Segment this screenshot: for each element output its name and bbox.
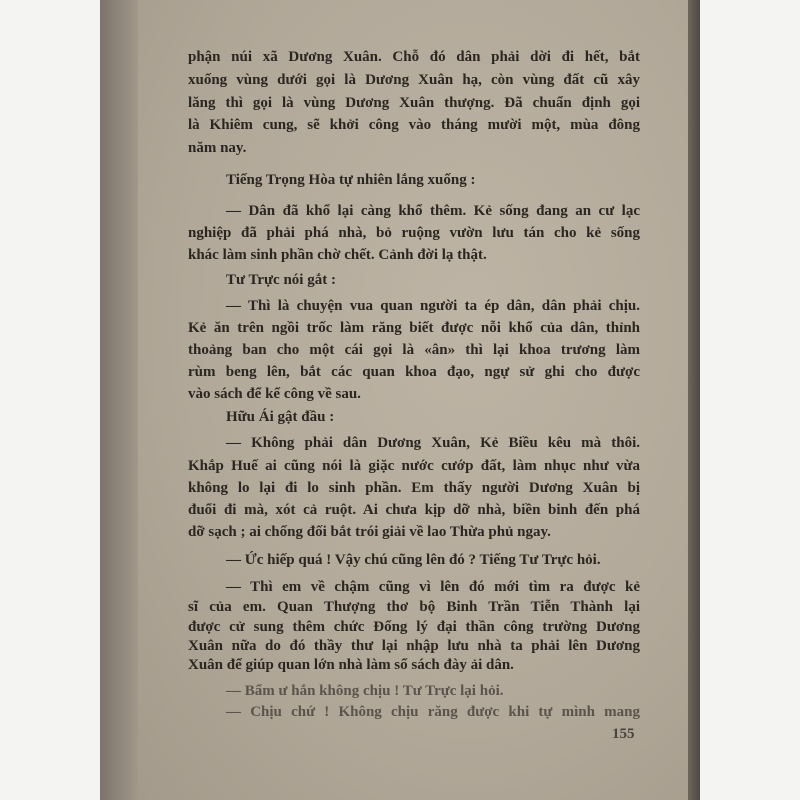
text-line: Xuân để giúp quan lớn nhà làm sổ sách đày ải dân. <box>188 657 514 673</box>
text-line: — Chịu chứ ! Không chịu răng được khi tự mình mang <box>226 704 640 720</box>
text-line: — Dân đã khổ lại càng khổ thêm. Kẻ sống đang an cư lạc <box>226 203 640 219</box>
text-line: là Khiêm cung, sẽ khởi công vào tháng mười một, mùa đông <box>188 117 640 133</box>
previous-page-edge <box>100 0 140 800</box>
text-line: lăng thì gọi là vùng Dương Xuân thượng. Đã chuẩn định gọi <box>188 95 640 111</box>
text-line: được cử sung thêm chức Đổng lý đại thần công trường Dương <box>188 619 640 635</box>
text-line: thoảng ban cho một cái gọi là «ân» thì lại khoa trương làm <box>188 342 640 358</box>
text-line: xuống vùng dưới gọi là Dương Xuân hạ, còn vùng đất cũ xây <box>188 72 640 88</box>
text-line: đuổi đi mà, xót cả ruột. Ai chưa kịp dỡ nhà, biền binh đến phá <box>188 502 640 518</box>
page-number: 155 <box>612 726 635 742</box>
text-line: Khắp Huế ai cũng nói là giặc nước cướp đất, làm nhục như vừa <box>188 458 640 474</box>
text-line: khác làm sinh phần chờ chết. Cảnh đời lạ thật. <box>188 247 487 263</box>
text-line: Hữu Ái gật đầu : <box>226 409 335 425</box>
text-line: — Không phải dân Dương Xuân, Kẻ Biều kêu mà thôi. <box>226 435 640 451</box>
page-shadow-edge <box>688 0 700 800</box>
text-line: rùm beng lên, bắt các quan khoa đạo, ngự sử ghi cho được <box>188 364 640 380</box>
text-line: — Thì em về chậm cũng vì lên đó mới tìm ra được kẻ <box>226 579 640 595</box>
text-line: sĩ của em. Quan Thượng thơ bộ Binh Trần Tiễn Thành lại <box>188 599 640 615</box>
text-line: Kẻ ăn trên ngồi trốc làm răng biết được nỗi khổ của dân, thỉnh <box>188 320 640 336</box>
text-line: vào sách để kể công về sau. <box>188 386 361 402</box>
text-line: Tư Trực nói gắt : <box>226 272 336 288</box>
text-line: nghiệp đã phải phá nhà, bỏ ruộng vườn lưu tán cho kẻ sống <box>188 225 640 241</box>
text-line: dỡ sạch ; ai chống đối bắt trói giải về lao Thừa phủ ngay. <box>188 524 551 540</box>
text-line: — Thì là chuyện vua quan người ta ép dân, dân phải chịu. <box>226 298 640 314</box>
text-line: Xuân nữa do đó thầy thư lại nhập lưu nhà ta phải lên Dương <box>188 638 640 654</box>
text-line: — Bẩm ư hắn không chịu ! Tư Trực lại hỏi. <box>226 683 504 699</box>
text-line: năm nay. <box>188 140 247 156</box>
text-line: phận núi xã Dương Xuân. Chỗ đó dân phải dời đi hết, bắt <box>188 49 640 65</box>
text-line: Tiếng Trọng Hòa tự nhiên lắng xuống : <box>226 172 476 188</box>
text-line: không lo lại đi lo sinh phần. Em thấy người Dương Xuân bị <box>188 480 640 496</box>
text-line: — Ức hiếp quá ! Vậy chú cũng lên đó ? Tiếng Tư Trực hỏi. <box>226 552 601 568</box>
